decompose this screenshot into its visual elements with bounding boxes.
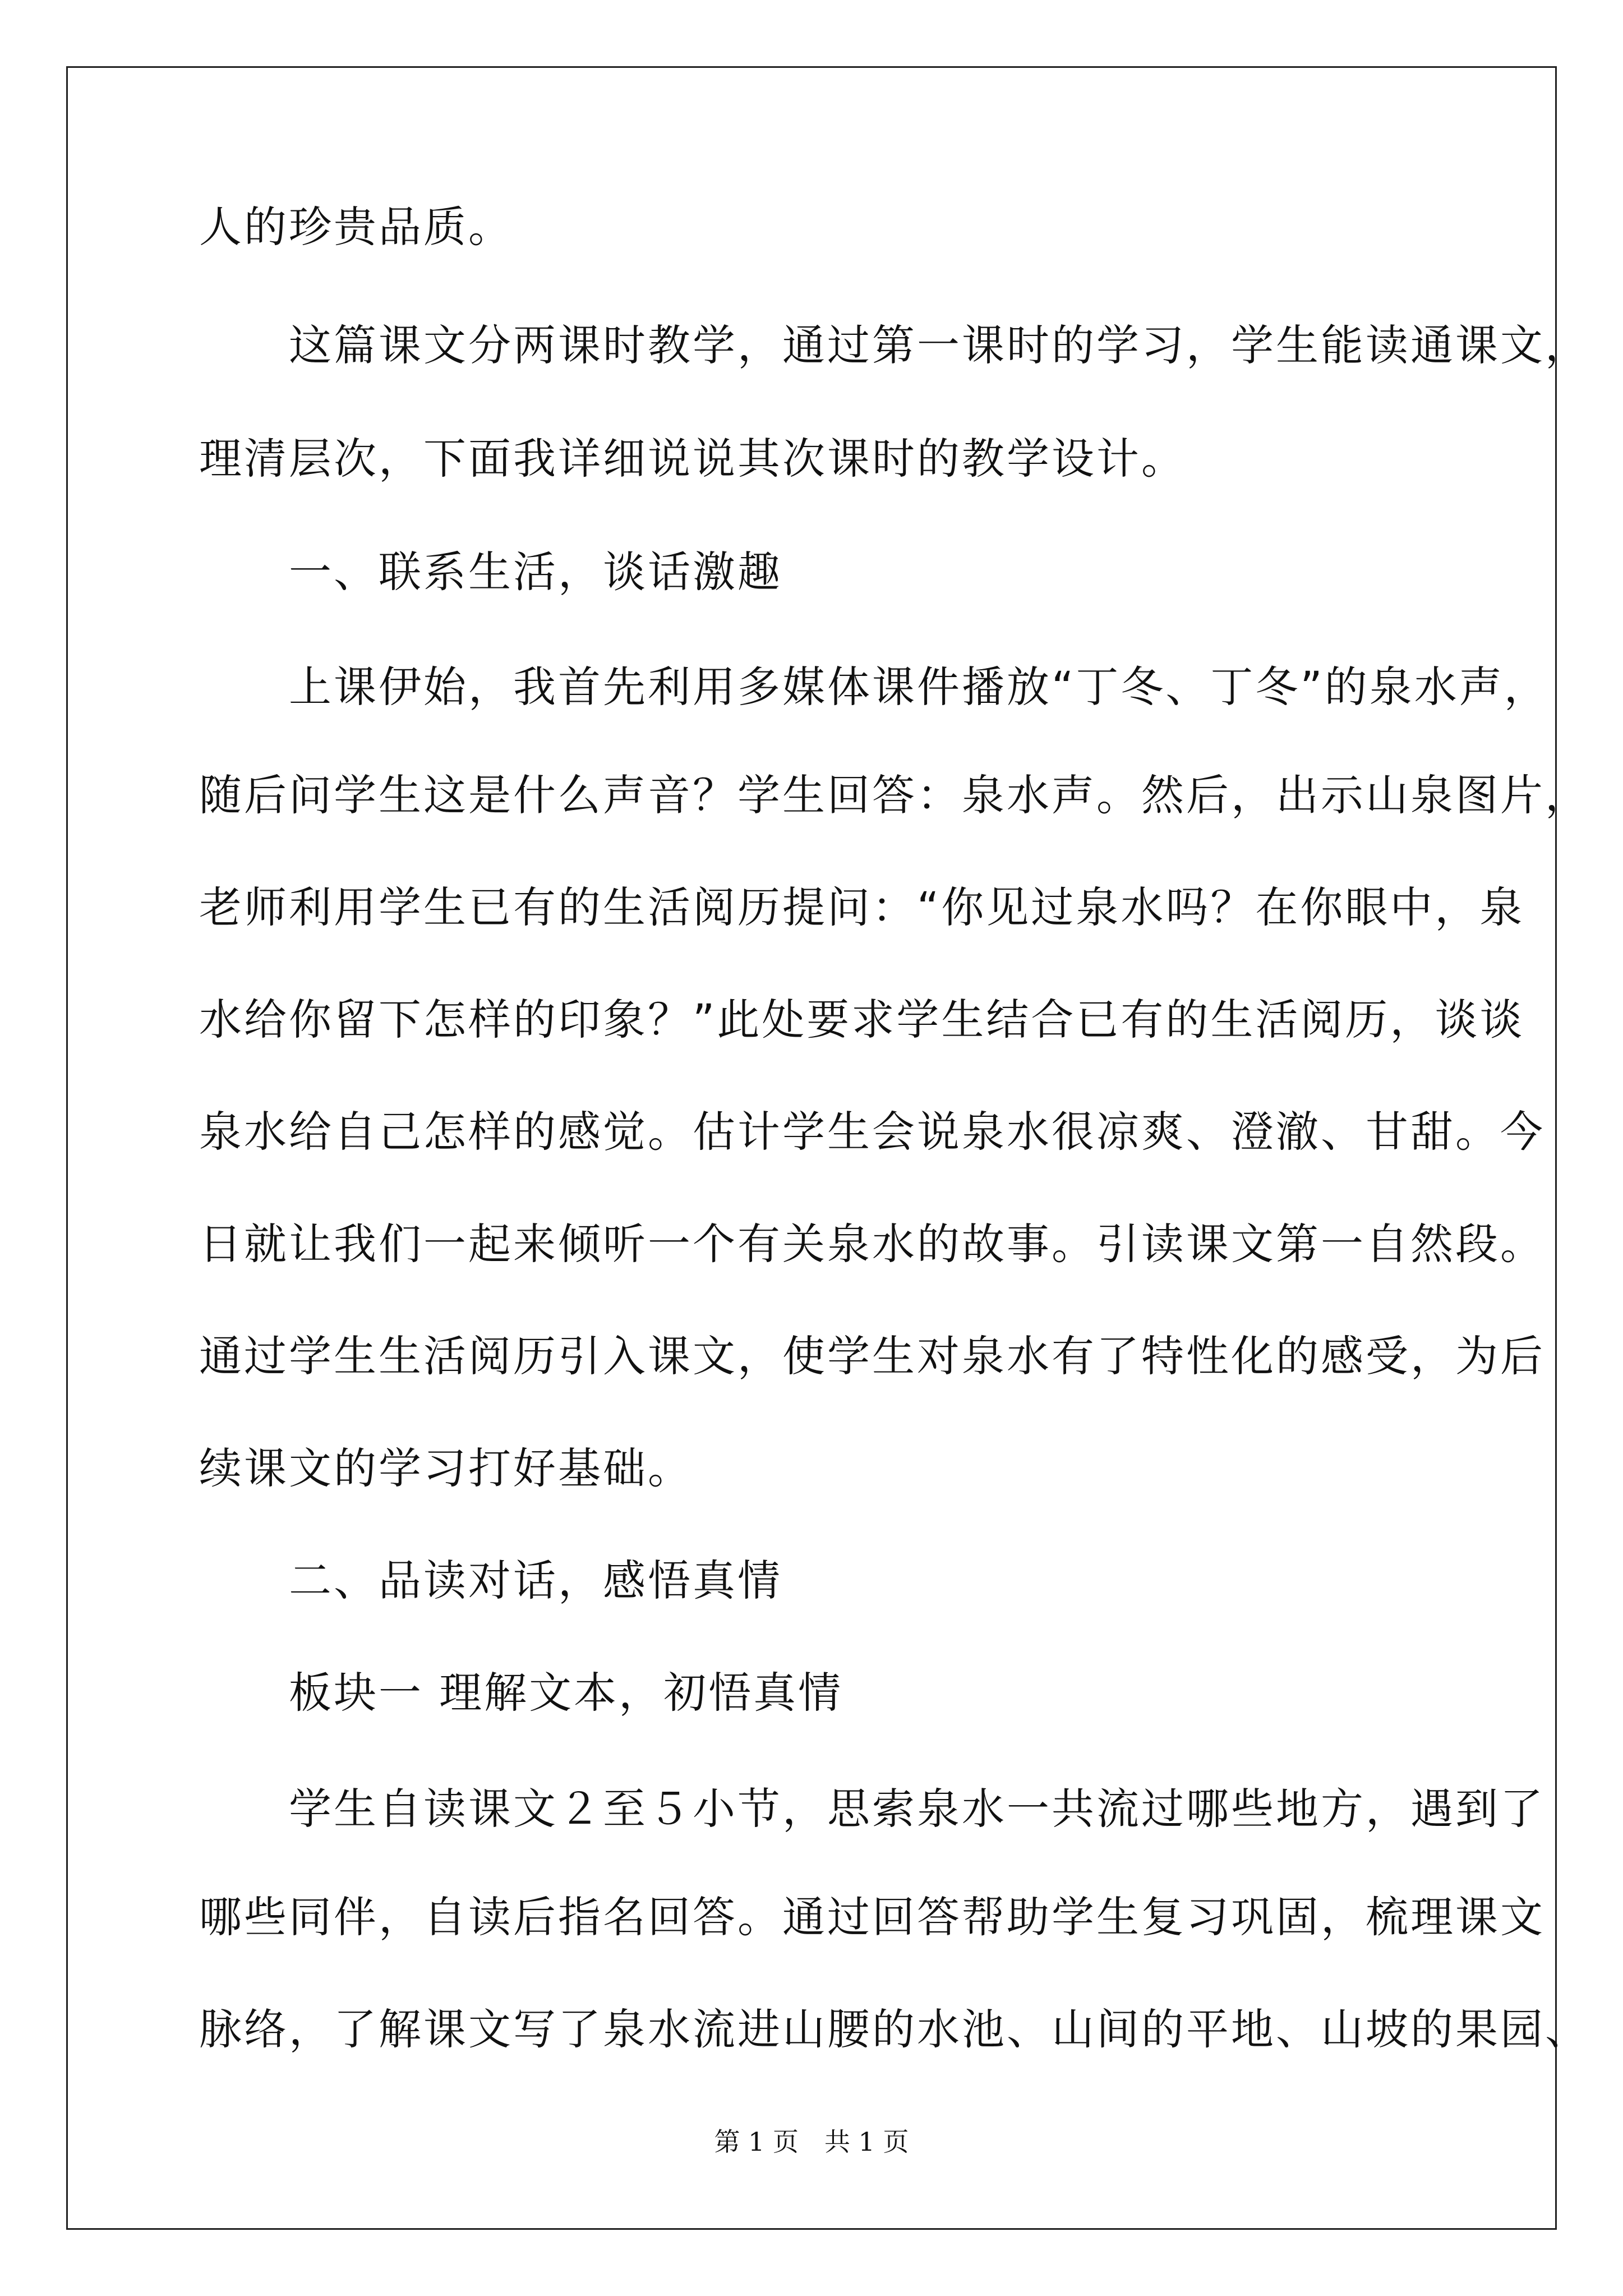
text-line-8: 水给你留下怎样的印象？”此处要求学生结合已有的生活阅历，谈谈 — [199, 995, 1525, 1045]
text-line-6: 随后问学生这是什么声音？学生回答：泉水声。然后，出示山泉图片， — [199, 770, 1590, 820]
section-heading-2: 二、品读对话，感悟真情 — [199, 1556, 782, 1605]
text-line-7: 老师利用学生已有的生活阅历提问：“你见过泉水吗？在你眼中，泉 — [199, 882, 1525, 932]
text-line-5: 上课伊始，我首先利用多媒体课件播放“丁冬、丁冬”的泉水声， — [199, 662, 1549, 712]
text-line-11: 通过学生生活阅历引入课文，使学生对泉水有了特性化的感受，为后 — [199, 1331, 1545, 1381]
text-line-9: 泉水给自己怎样的感觉。估计学生会说泉水很凉爽、澄澈、甘甜。今 — [199, 1107, 1545, 1157]
subsection-heading: 板块一 理解文本，初悟真情 — [199, 1668, 843, 1718]
page-footer: 第 1 页 共 1 页 — [714, 2127, 909, 2157]
text-line-10: 日就让我们一起来倾听一个有关泉水的故事。引读课文第一自然段。 — [199, 1219, 1545, 1269]
text-line-3: 理清层次，下面我详细说说其次课时的教学设计。 — [199, 434, 1186, 484]
text-line-15: 学生自读课文２至５小节，思索泉水一共流过哪些地方，遇到了 — [199, 1784, 1545, 1834]
text-line-16: 哪些同伴，自读后指名回答。通过回答帮助学生复习巩固，梳理课文 — [199, 1892, 1545, 1942]
text-line-2: 这篇课文分两课时教学，通过第一课时的学习，学生能读通课文， — [199, 320, 1590, 370]
text-line-17: 脉络，了解课文写了泉水流进山腰的水池、山间的平地、山坡的果园、 — [199, 2004, 1590, 2054]
text-line-1: 人的珍贵品质。 — [199, 202, 513, 252]
text-line-12: 续课文的学习打好基础。 — [199, 1443, 693, 1493]
section-heading-1: 一、联系生活，谈话激趣 — [199, 547, 782, 597]
